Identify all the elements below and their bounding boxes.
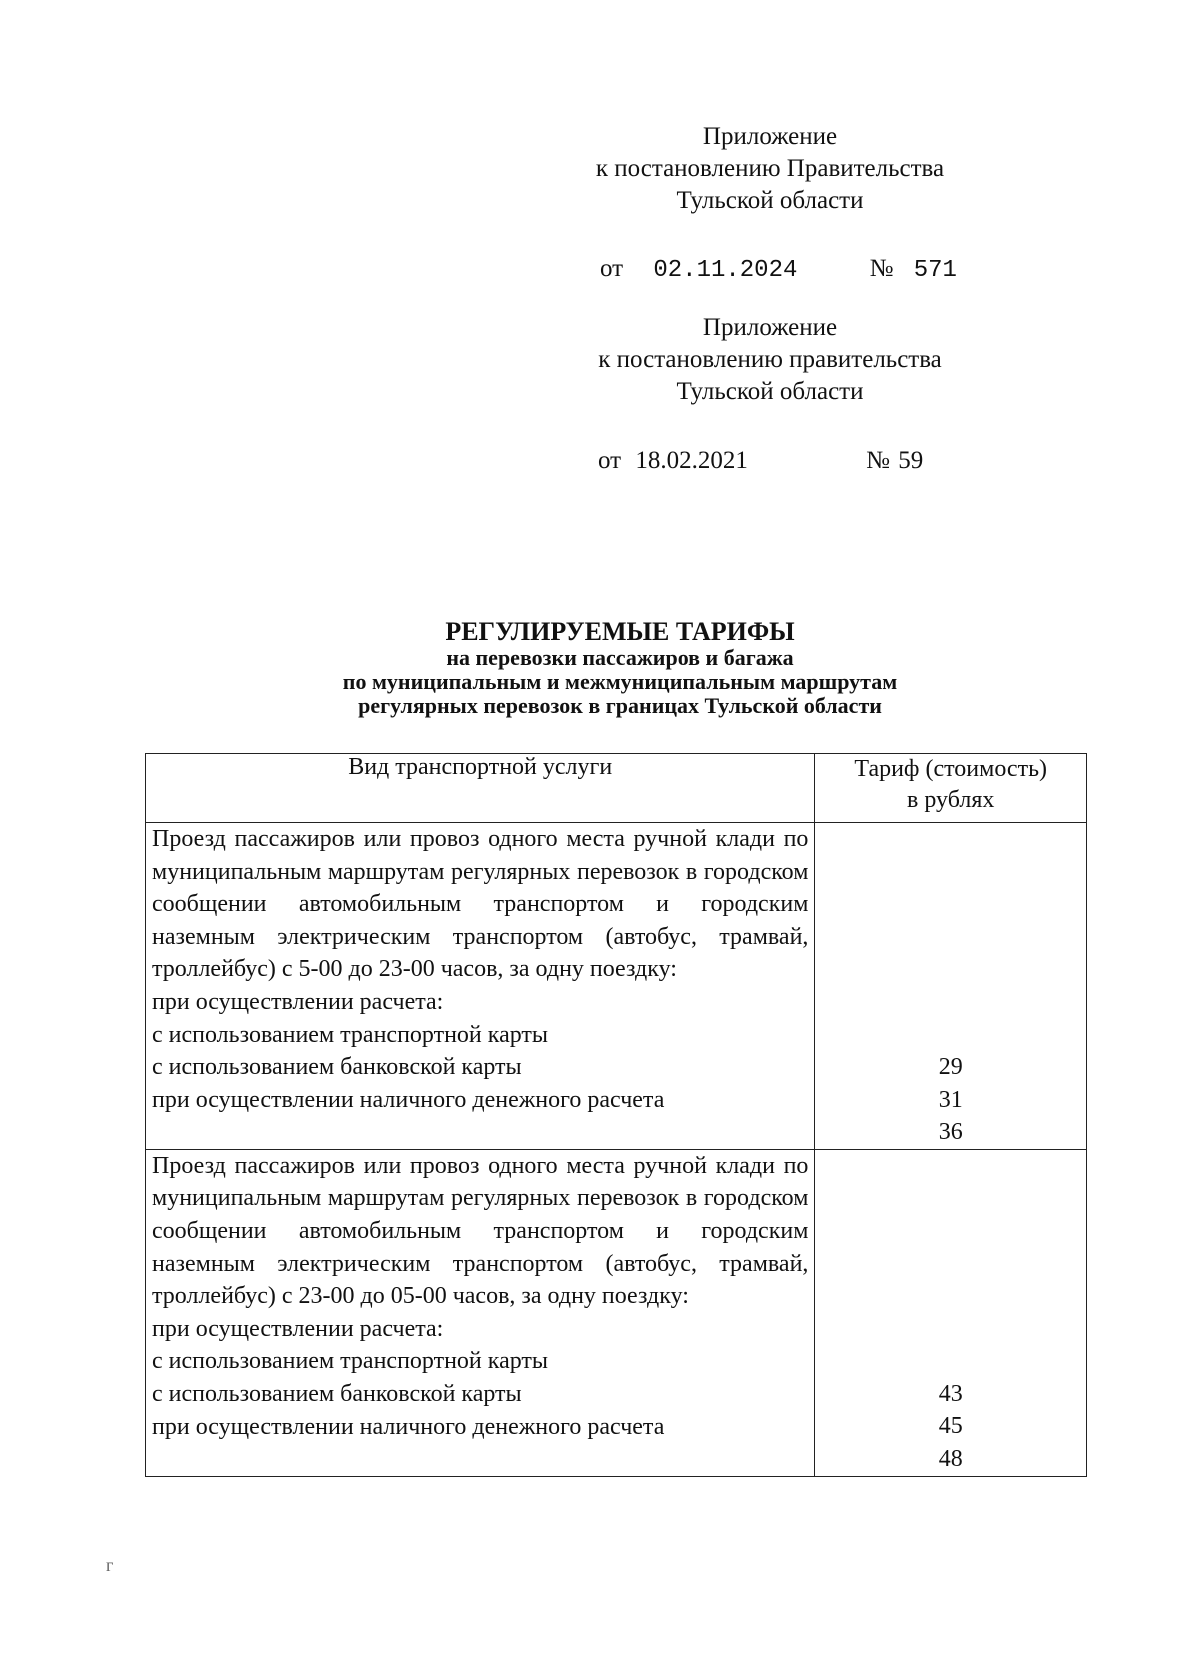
- new-number-sign: №: [869, 255, 894, 282]
- tariffs-table: [145, 753, 1087, 1477]
- title-subtitle-3: регулярных перевозок в границах Тульской области: [358, 693, 882, 718]
- old-appendix-line-2: к постановлению правительства: [598, 346, 942, 373]
- title-subtitle-1: на перевозки пассажиров и багажа: [446, 645, 794, 670]
- table-row: [146, 1149, 1087, 1476]
- new-appendix-line-1: Приложение: [702, 123, 838, 150]
- row-2-item-1-value: 43: [938, 1380, 963, 1407]
- title-heading: РЕГУЛИРУЕМЫЕ ТАРИФЫ: [445, 617, 795, 646]
- row-1-item-2-label: с использованием банковской карты: [152, 1054, 522, 1081]
- old-number-value: 59: [898, 447, 924, 474]
- row-2-item-3-label: при осуществлении наличного денежного расчета: [152, 1413, 665, 1440]
- row-1-service-cell: [146, 823, 815, 1150]
- row-2-tariff-cell: [815, 1149, 1087, 1476]
- row-1-item-3-label: при осуществлении наличного денежного расчета: [152, 1086, 665, 1113]
- row-1-item-1-label: с использованием транспортной карты: [152, 1021, 549, 1048]
- header-service: Вид транспортной услуги: [146, 754, 815, 823]
- new-appendix-line-2: к постановлению Правительства: [595, 155, 945, 182]
- old-date-prefix: от: [598, 447, 622, 474]
- header-tariff: [815, 754, 1087, 823]
- row-1-item-1-value: 29: [938, 1054, 963, 1080]
- row-2-spacer: [821, 1150, 1080, 1378]
- row-1-description: Проезд пассажиров или провоз одного места ручной клади по муниципальным маршрутам регулярных перевозок в городском сообщении автомобильным транспортом и городским наземным электрическим транспортом (автобус, трамвай, троллейбус) с 5-00 до 23-00 часов, за одну поездку:: [152, 826, 809, 983]
- scan-mark: г: [106, 1555, 114, 1575]
- old-appendix-line-1: Приложение: [702, 314, 838, 341]
- table-header-row: [146, 754, 1087, 823]
- row-1-item-2-value: 31: [938, 1086, 963, 1113]
- row-1-item-3-value: 36: [938, 1119, 963, 1146]
- header-tariff-line-2: в рублях: [907, 787, 995, 813]
- old-date-value: 18.02.2021: [635, 447, 748, 474]
- row-2-item-2-label: с использованием банковской карты: [152, 1380, 522, 1407]
- new-number-value: 571: [913, 257, 957, 284]
- row-1-tariff-cell: [815, 823, 1087, 1150]
- row-2-service-cell: [146, 1149, 815, 1476]
- title-subtitle-2: по муниципальным и межмуниципальным маршрутам: [342, 669, 898, 694]
- row-2-item-3-value: 48: [938, 1445, 963, 1472]
- old-appendix-date-line: [598, 447, 923, 475]
- row-1-spacer: [821, 823, 1080, 1051]
- new-date-prefix: от: [600, 255, 624, 282]
- new-appendix-date-line: [600, 255, 957, 284]
- document-title: [140, 618, 1100, 718]
- old-appendix-line-3: Тульской области: [676, 378, 864, 405]
- old-appendix-block: [560, 312, 980, 408]
- old-number-sign: №: [866, 447, 890, 474]
- row-2-calc-label: при осуществлении расчета:: [152, 1315, 444, 1342]
- row-2-item-2-value: 45: [938, 1413, 963, 1440]
- row-2-item-1-label: с использованием транспортной карты: [152, 1348, 549, 1375]
- new-date-value: 02.11.2024: [653, 257, 798, 284]
- table-row: [146, 823, 1087, 1150]
- header-tariff-line-1: Тариф (стоимость): [854, 756, 1048, 782]
- new-appendix-line-3: Тульской области: [676, 187, 864, 214]
- new-appendix-block: [560, 121, 980, 217]
- row-2-description: Проезд пассажиров или провоз одного места ручной клади по муниципальным маршрутам регулярных перевозок в городском сообщении автомобильным транспортом и городским наземным электрическим транспортом (автобус, трамвай, троллейбус) с 23-00 до 05-00 часов, за одну поездку:: [152, 1152, 809, 1310]
- row-1-calc-label: при осуществлении расчета:: [152, 988, 444, 1015]
